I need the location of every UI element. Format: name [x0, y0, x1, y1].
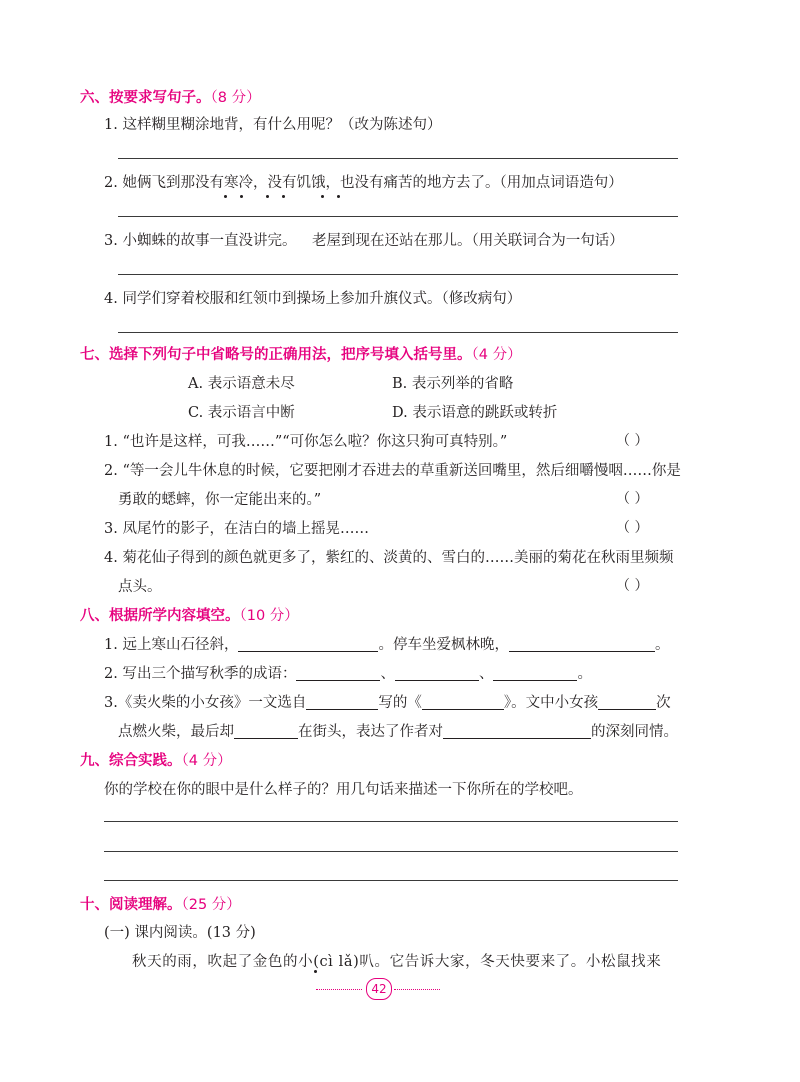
emphasis-dot [314, 970, 317, 973]
section-10-title: 十、阅读理解。（25 分） [80, 897, 241, 913]
answer-line[interactable] [118, 274, 678, 275]
s6-question-1: 1. 这样糊里糊涂地背，有什么用呢？（改为陈述句） [104, 117, 442, 133]
fill-blank[interactable] [234, 723, 298, 739]
pinyin-note: (cì lǎ) [313, 954, 360, 970]
s7-question-4b: 点头。 [118, 579, 162, 595]
emphasis-dot [337, 195, 340, 198]
fill-blank[interactable] [296, 665, 380, 681]
s6-question-3b: 老屋到现在还站在那儿。（用关联词合为一句话） [312, 233, 624, 249]
answer-paren[interactable]: （ ） [616, 491, 649, 507]
answer-line[interactable] [118, 216, 678, 217]
answer-line[interactable] [104, 880, 678, 881]
page-number-footer [316, 978, 440, 1000]
s8-question-3a: 3.《卖火柴的小女孩》一文选自 写的《 》。文中小女孩 次 [104, 695, 671, 711]
s7-question-2a: 2. “等一会儿牛休息的时候，它要把刚才吞进去的草重新送回嘴里，然后细嚼慢咽……你是 [104, 463, 681, 479]
emphasis-dot [266, 195, 269, 198]
s6-question-3a: 3. 小蜘蛛的故事一直没讲完。 [104, 233, 297, 249]
reading-paragraph: 秋天的雨，吹起了金色的小(cì lǎ)叭。它告诉大家，冬天快要来了。小松鼠找来 [132, 954, 662, 970]
section-9-title: 九、综合实践。（4 分） [80, 753, 232, 769]
answer-line[interactable] [104, 851, 678, 852]
section-6-title: 六、按要求写句子。（8 分） [80, 90, 261, 106]
fill-blank[interactable] [306, 694, 378, 710]
emphasis-dot [282, 195, 285, 198]
fill-blank[interactable] [238, 636, 378, 652]
s7-question-4a: 4. 菊花仙子得到的颜色就更多了，紫红的、淡黄的、雪白的……美丽的菊花在秋雨里频频 [104, 550, 674, 566]
emphasis-dot [240, 195, 243, 198]
option-b: B. 表示列举的省略 [392, 376, 514, 392]
answer-line[interactable] [104, 821, 678, 822]
divider [316, 989, 362, 990]
answer-paren[interactable]: （ ） [616, 578, 649, 594]
emphasis-dot [321, 195, 324, 198]
option-a: A. 表示语意未尽 [188, 376, 295, 392]
s9-prompt: 你的学校在你的眼中是什么样子的？用几句话来描述一下你所在的学校吧。 [104, 782, 583, 798]
answer-line[interactable] [118, 332, 678, 333]
s7-question-3: 3. 凤尾竹的影子，在洁白的墙上摇晃…… [104, 521, 369, 537]
answer-line[interactable] [118, 158, 678, 159]
fill-blank[interactable] [443, 723, 591, 739]
fill-blank[interactable] [493, 665, 577, 681]
s8-question-1: 1. 远上寒山石径斜， 。停车坐爱枫林晚， 。 [104, 637, 670, 653]
fill-blank[interactable] [509, 636, 655, 652]
section-8-title: 八、根据所学内容填空。（10 分） [80, 608, 299, 624]
fill-blank[interactable] [395, 665, 479, 681]
divider [394, 989, 440, 990]
s10-subheading: (一) 课内阅读。(13 分) [104, 925, 256, 941]
s7-question-1: 1. “也许是这样，可我……”“可你怎么啦？你这只狗可真特别。” [104, 434, 508, 450]
s6-question-2: 2. 她俩飞到那没有寒冷，没有饥饿，也没有痛苦的地方去了。（用加点词语造句） [104, 175, 623, 191]
s6-question-4: 4. 同学们穿着校服和红领巾到操场上参加升旗仪式。（修改病句） [104, 291, 522, 307]
fill-blank[interactable] [598, 694, 656, 710]
s7-question-2b: 勇敢的蟋蟀，你一定能出来的。” [118, 492, 322, 508]
option-d: D. 表示语意的跳跃或转折 [392, 405, 558, 421]
fill-blank[interactable] [422, 694, 504, 710]
answer-paren[interactable]: （ ） [616, 433, 649, 449]
s8-question-2: 2. 写出三个描写秋季的成语： 、 、 。 [104, 666, 592, 682]
page-number: 42 [366, 978, 392, 1000]
answer-paren[interactable]: （ ） [616, 520, 649, 536]
emphasis-dot [224, 195, 227, 198]
s8-question-3b: 点燃火柴，最后却 在街头，表达了作者对 的深刻同情。 [118, 724, 678, 740]
option-c: C. 表示语言中断 [188, 405, 295, 421]
section-7-title: 七、选择下列句子中省略号的正确用法，把序号填入括号里。（4 分） [80, 347, 522, 363]
